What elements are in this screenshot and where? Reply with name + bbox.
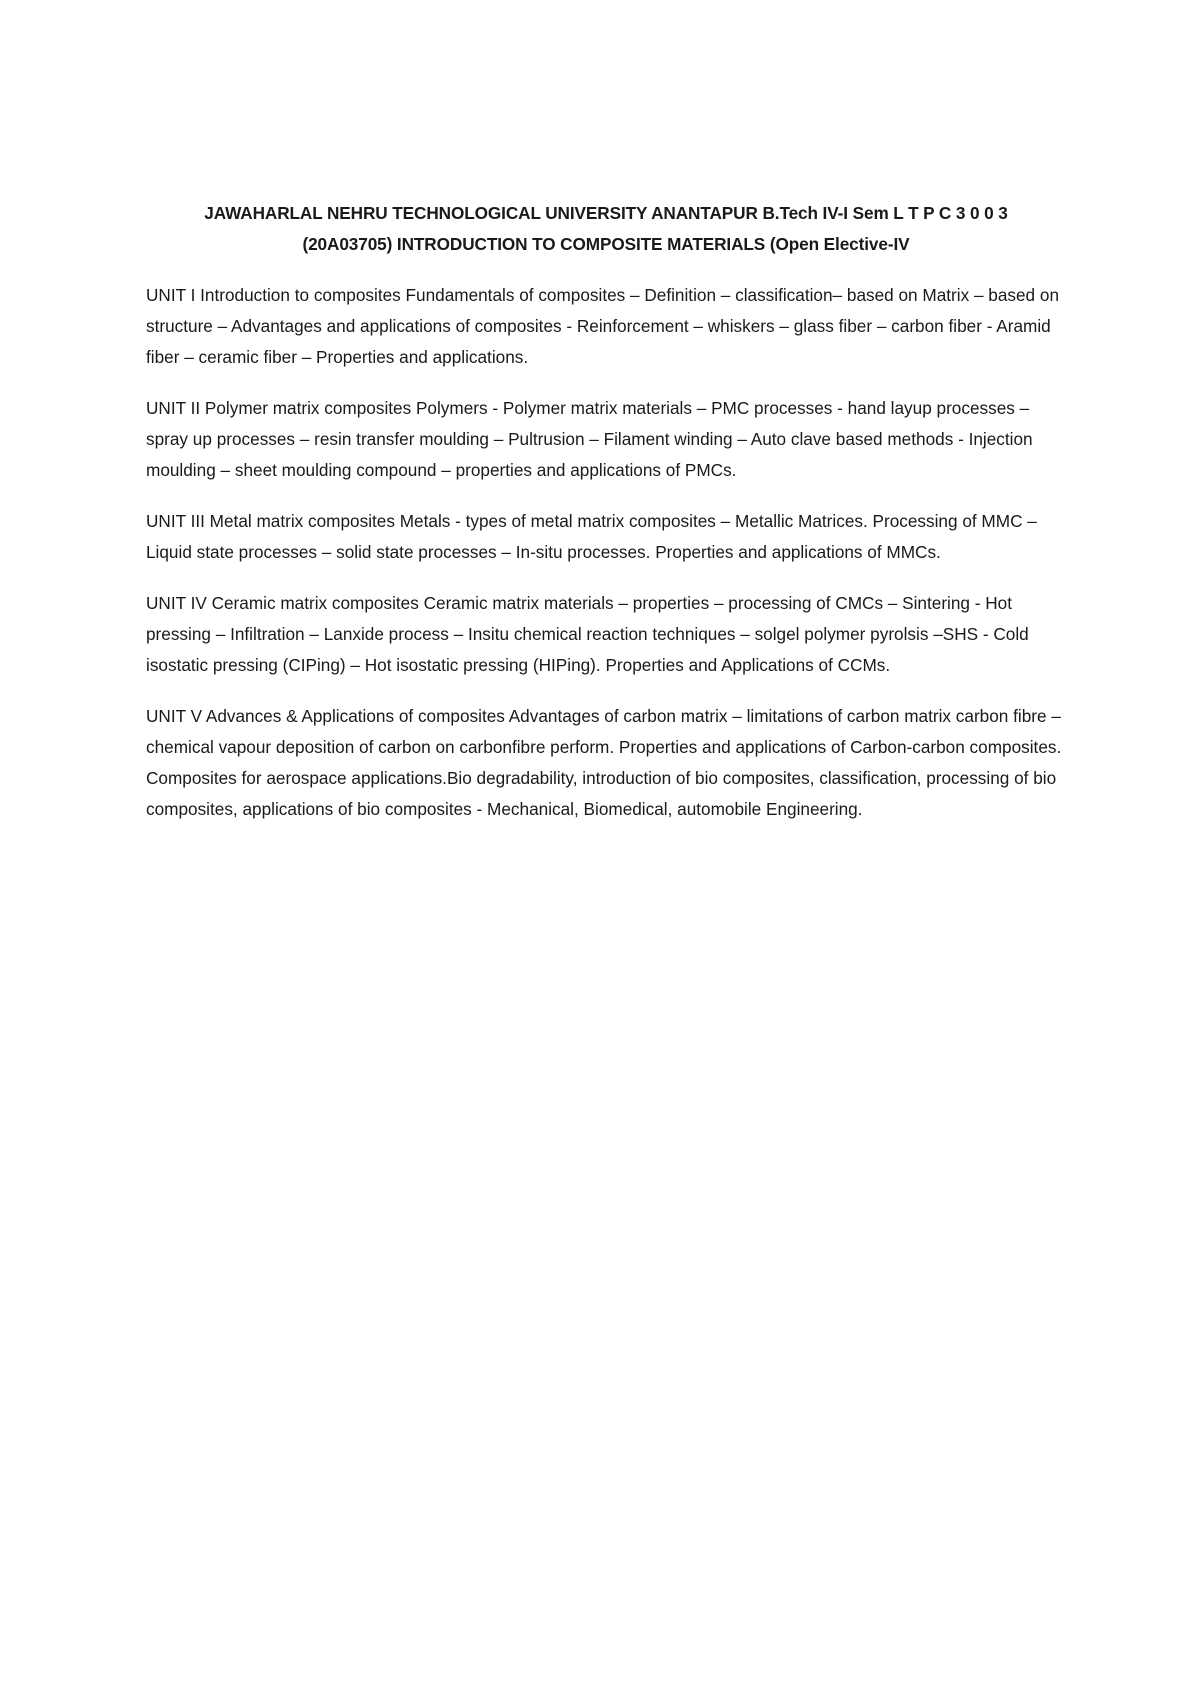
document-heading [146,198,1066,260]
document-body [146,198,1066,845]
unit-3-paragraph: UNIT III Metal matrix composites Metals - types of metal matrix composites – Metallic Matrices. Processing of MMC – Liquid state processes – solid state processes – In-situ processes. Properties and applications of MMCs. [146,511,1037,562]
heading-line-course: (20A03705) INTRODUCTION TO COMPOSITE MATERIALS (Open Elective-IV [302,234,910,254]
unit-1-paragraph: UNIT I Introduction to composites Fundamentals of composites – Definition – classification– based on Matrix – based on structure – Advantages and applications of composites - Reinforcement – whiskers – glass fiber – carbon fiber - Aramid fiber – ceramic fiber – Properties and applications. [146,285,1060,367]
unit-4-paragraph: UNIT IV Ceramic matrix composites Ceramic matrix materials – properties – processing of CMCs – Sintering - Hot pressing – Infiltration – Lanxide process – Insitu chemical reaction techniques – solgel polymer pyrolsis –SHS - Cold isostatic pressing (CIPing) – Hot isostatic pressing (HIPing). Properties and Applications of CCMs. [146,593,1029,675]
heading-line-university: JAWAHARLAL NEHRU TECHNOLOGICAL UNIVERSITY ANANTAPUR B.Tech IV-I Sem L T P C 3 0 0 3 [204,203,1008,223]
unit-5-paragraph: UNIT V Advances & Applications of composites Advantages of carbon matrix – limitations of carbon matrix carbon fibre – chemical vapour deposition of carbon on carbonfibre perform. Properties and applications of Carbon-carbon composites. Composites for aerospace applications.Bio degradability, introduction of bio composites, classification, processing of bio composites, applications of bio composites - Mechanical, Biomedical, automobile Engineering. [146,706,1062,819]
unit-2-paragraph: UNIT II Polymer matrix composites Polymers - Polymer matrix materials – PMC processes - hand layup processes – spray up processes – resin transfer moulding – Pultrusion – Filament winding – Auto clave based methods - Injection moulding – sheet moulding compound – properties and applications of PMCs. [146,398,1033,480]
